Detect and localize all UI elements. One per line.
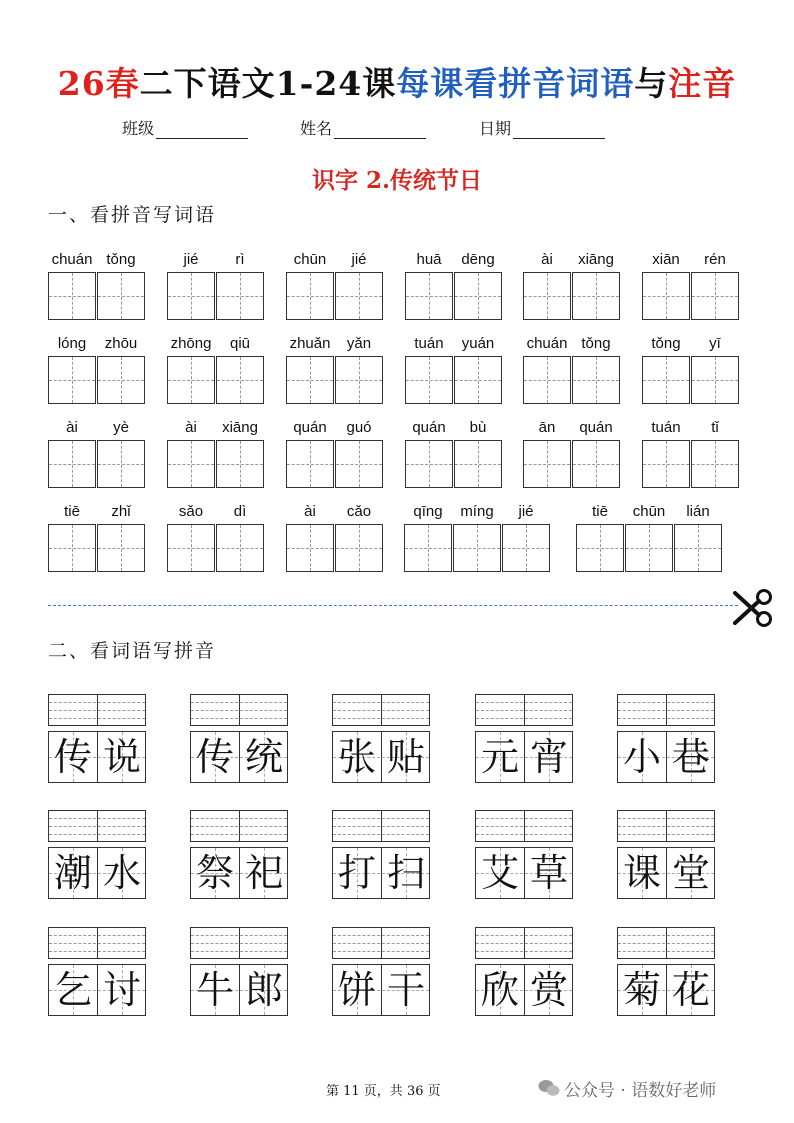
pinyin-writing-box[interactable] [475, 694, 573, 726]
writing-box[interactable] [216, 356, 264, 404]
pinyin-writing-box[interactable] [190, 927, 288, 959]
pinyin-syllable: quán [293, 419, 327, 436]
pinyin-syllable: jié [183, 251, 199, 268]
word-character: 花 [671, 968, 710, 1012]
writing-box[interactable] [502, 524, 550, 572]
writing-box[interactable] [48, 524, 96, 572]
cut-line [48, 605, 738, 606]
name-field [300, 116, 426, 139]
writing-box[interactable] [642, 440, 690, 488]
pinyin-syllable: ài [66, 419, 78, 436]
pinyin-writing-box[interactable] [332, 810, 430, 842]
pinyin-syllable: tuán [414, 335, 444, 352]
writing-box[interactable] [286, 356, 334, 404]
date-label: 日期 [479, 119, 512, 138]
pinyin-syllable: guó [346, 419, 372, 436]
pinyin-writing-box[interactable] [617, 694, 715, 726]
word-character: 饼 [337, 968, 376, 1012]
word-box [190, 847, 288, 899]
pinyin-writing-box[interactable] [48, 694, 146, 726]
pinyin-syllable: huā [416, 251, 442, 268]
word-character: 扫 [386, 851, 425, 895]
pinyin-syllable: qiū [229, 335, 251, 352]
pinyin-writing-box[interactable] [332, 927, 430, 959]
writing-box[interactable] [286, 524, 334, 572]
word-character: 乞 [53, 968, 92, 1012]
word-box [332, 847, 430, 899]
writing-box[interactable] [523, 272, 571, 320]
writing-box[interactable] [216, 440, 264, 488]
pinyin-syllable: zhǐ [111, 503, 131, 520]
word-character: 巷 [671, 735, 710, 779]
page-title [0, 58, 794, 105]
writing-box[interactable] [453, 524, 501, 572]
section1-heading: 一、看拼音写词语 [48, 204, 217, 226]
pinyin-syllable: dì [233, 503, 247, 520]
class-label: 班级 [122, 119, 155, 138]
writing-box[interactable] [404, 524, 452, 572]
class-field [122, 116, 248, 139]
pinyin-syllable: ài [541, 251, 553, 268]
pinyin-writing-box[interactable] [617, 810, 715, 842]
pinyin-syllable: zhōu [104, 335, 138, 352]
pinyin-syllable: cǎo [346, 503, 372, 520]
writing-box[interactable] [97, 524, 145, 572]
writing-box[interactable] [454, 440, 502, 488]
writing-box[interactable] [691, 356, 739, 404]
pinyin-writing-box[interactable] [190, 810, 288, 842]
pinyin-syllable: lóng [57, 335, 87, 352]
pinyin-syllable: míng [460, 503, 494, 520]
pinyin-syllable: yuán [461, 335, 495, 352]
title-part: 注音 [668, 64, 737, 103]
writing-box[interactable] [642, 356, 690, 404]
watermark: 公众号 · 语数好老师 [564, 1081, 717, 1101]
writing-box[interactable] [405, 272, 453, 320]
word-character: 水 [102, 851, 141, 895]
pinyin-syllable: xiān [652, 251, 680, 268]
writing-box[interactable] [523, 356, 571, 404]
word-character: 贴 [386, 735, 425, 779]
pinyin-syllable: zhuǎn [289, 335, 331, 352]
word-character: 传 [53, 735, 92, 779]
word-box [617, 731, 715, 783]
word-character: 祭 [195, 851, 234, 895]
writing-box[interactable] [642, 272, 690, 320]
writing-box[interactable] [286, 272, 334, 320]
pinyin-writing-box[interactable] [190, 694, 288, 726]
writing-box[interactable] [405, 440, 453, 488]
pinyin-syllable: tiē [64, 503, 80, 520]
word-box [475, 847, 573, 899]
lesson-title: 识字 2.传统节日 [311, 167, 483, 194]
writing-box[interactable] [216, 272, 264, 320]
word-character: 郎 [244, 968, 283, 1012]
pinyin-writing-box[interactable] [48, 810, 146, 842]
word-character: 传 [195, 735, 234, 779]
word-character: 草 [529, 851, 568, 895]
word-box [48, 731, 146, 783]
word-character: 张 [337, 735, 376, 779]
pinyin-writing-box[interactable] [475, 810, 573, 842]
writing-box[interactable] [167, 440, 215, 488]
writing-box[interactable] [286, 440, 334, 488]
pinyin-syllable: sǎo [178, 503, 204, 520]
pinyin-syllable: ài [304, 503, 316, 520]
pinyin-writing-box[interactable] [332, 694, 430, 726]
word-character: 干 [386, 968, 425, 1012]
date-blank[interactable] [513, 122, 605, 139]
word-box [475, 964, 573, 1016]
pinyin-syllable: bù [469, 419, 487, 436]
pinyin-syllable: tǒng [651, 335, 681, 352]
pinyin-syllable: jié [518, 503, 534, 520]
writing-box[interactable] [97, 356, 145, 404]
writing-box[interactable] [97, 440, 145, 488]
word-character: 菊 [622, 968, 661, 1012]
section2-heading: 二、看词语写拼音 [48, 640, 217, 662]
writing-box[interactable] [48, 356, 96, 404]
pinyin-syllable: chuán [526, 335, 568, 352]
pinyin-syllable: chuán [51, 251, 93, 268]
writing-box[interactable] [572, 272, 620, 320]
scissors-icon [732, 588, 776, 628]
pinyin-syllable: qīng [413, 503, 443, 520]
pinyin-syllable: tuán [651, 419, 681, 436]
writing-box[interactable] [48, 272, 96, 320]
writing-box[interactable] [167, 272, 215, 320]
word-character: 课 [622, 851, 661, 895]
writing-box[interactable] [167, 356, 215, 404]
writing-box[interactable] [335, 524, 383, 572]
word-box [617, 964, 715, 1016]
pinyin-syllable: tǐ [711, 419, 719, 436]
word-character: 小 [622, 735, 661, 779]
pinyin-syllable: rén [704, 251, 726, 268]
writing-box[interactable] [674, 524, 722, 572]
wechat-icon [538, 1079, 560, 1097]
writing-box[interactable] [523, 440, 571, 488]
writing-box[interactable] [335, 440, 383, 488]
pinyin-syllable: rì [235, 251, 245, 268]
word-box [475, 731, 573, 783]
pinyin-syllable: chūn [293, 251, 327, 268]
word-character: 艾 [480, 851, 519, 895]
writing-box[interactable] [97, 272, 145, 320]
writing-box[interactable] [572, 356, 620, 404]
word-character: 说 [102, 735, 141, 779]
word-box [190, 964, 288, 1016]
word-box [332, 964, 430, 1016]
writing-box[interactable] [454, 356, 502, 404]
name-label: 姓名 [300, 119, 333, 138]
pinyin-syllable: yè [113, 419, 129, 436]
writing-box[interactable] [625, 524, 673, 572]
class-blank[interactable] [156, 122, 248, 139]
word-character: 欣 [480, 968, 519, 1012]
word-character: 打 [337, 851, 376, 895]
writing-box[interactable] [405, 356, 453, 404]
word-character: 元 [480, 735, 519, 779]
word-character: 统 [244, 735, 283, 779]
name-blank[interactable] [334, 122, 426, 139]
writing-box[interactable] [454, 272, 502, 320]
title-part: 26春 [57, 64, 140, 103]
pinyin-writing-box[interactable] [48, 927, 146, 959]
word-character: 宵 [529, 735, 568, 779]
pinyin-syllable: lián [686, 503, 710, 520]
pinyin-syllable: ài [185, 419, 197, 436]
page-number: 第 11 页，共 36 页 [326, 1084, 441, 1099]
word-character: 潮 [53, 851, 92, 895]
title-part: 二下语文1-24课 [139, 64, 397, 103]
writing-box[interactable] [572, 440, 620, 488]
writing-box[interactable] [335, 272, 383, 320]
pinyin-syllable: tǒng [106, 251, 136, 268]
pinyin-syllable: xiāng [222, 419, 258, 436]
word-character: 牛 [195, 968, 234, 1012]
pinyin-writing-box[interactable] [475, 927, 573, 959]
pinyin-syllable: ān [538, 419, 556, 436]
word-character: 赏 [529, 968, 568, 1012]
word-box [617, 847, 715, 899]
writing-box[interactable] [576, 524, 624, 572]
word-box [190, 731, 288, 783]
writing-box[interactable] [167, 524, 215, 572]
pinyin-writing-box[interactable] [617, 927, 715, 959]
pinyin-syllable: yǎn [346, 335, 372, 352]
writing-box[interactable] [691, 440, 739, 488]
writing-box[interactable] [691, 272, 739, 320]
pinyin-syllable: tiē [592, 503, 608, 520]
word-character: 堂 [671, 851, 710, 895]
pinyin-syllable: yī [709, 335, 721, 352]
pinyin-syllable: quán [412, 419, 446, 436]
title-part: 每课看拼音词语 [396, 64, 635, 103]
pinyin-syllable: dēng [461, 251, 495, 268]
word-box [48, 964, 146, 1016]
word-box [48, 847, 146, 899]
pinyin-syllable: zhōng [170, 335, 212, 352]
writing-box[interactable] [48, 440, 96, 488]
pinyin-syllable: chūn [632, 503, 666, 520]
word-character: 讨 [102, 968, 141, 1012]
title-part: 与 [634, 64, 669, 103]
pinyin-syllable: jié [351, 251, 367, 268]
writing-box[interactable] [216, 524, 264, 572]
pinyin-syllable: tǒng [581, 335, 611, 352]
writing-box[interactable] [335, 356, 383, 404]
word-character: 祀 [244, 851, 283, 895]
word-box [332, 731, 430, 783]
pinyin-syllable: quán [579, 419, 613, 436]
date-field [479, 116, 605, 139]
pinyin-syllable: xiāng [578, 251, 614, 268]
